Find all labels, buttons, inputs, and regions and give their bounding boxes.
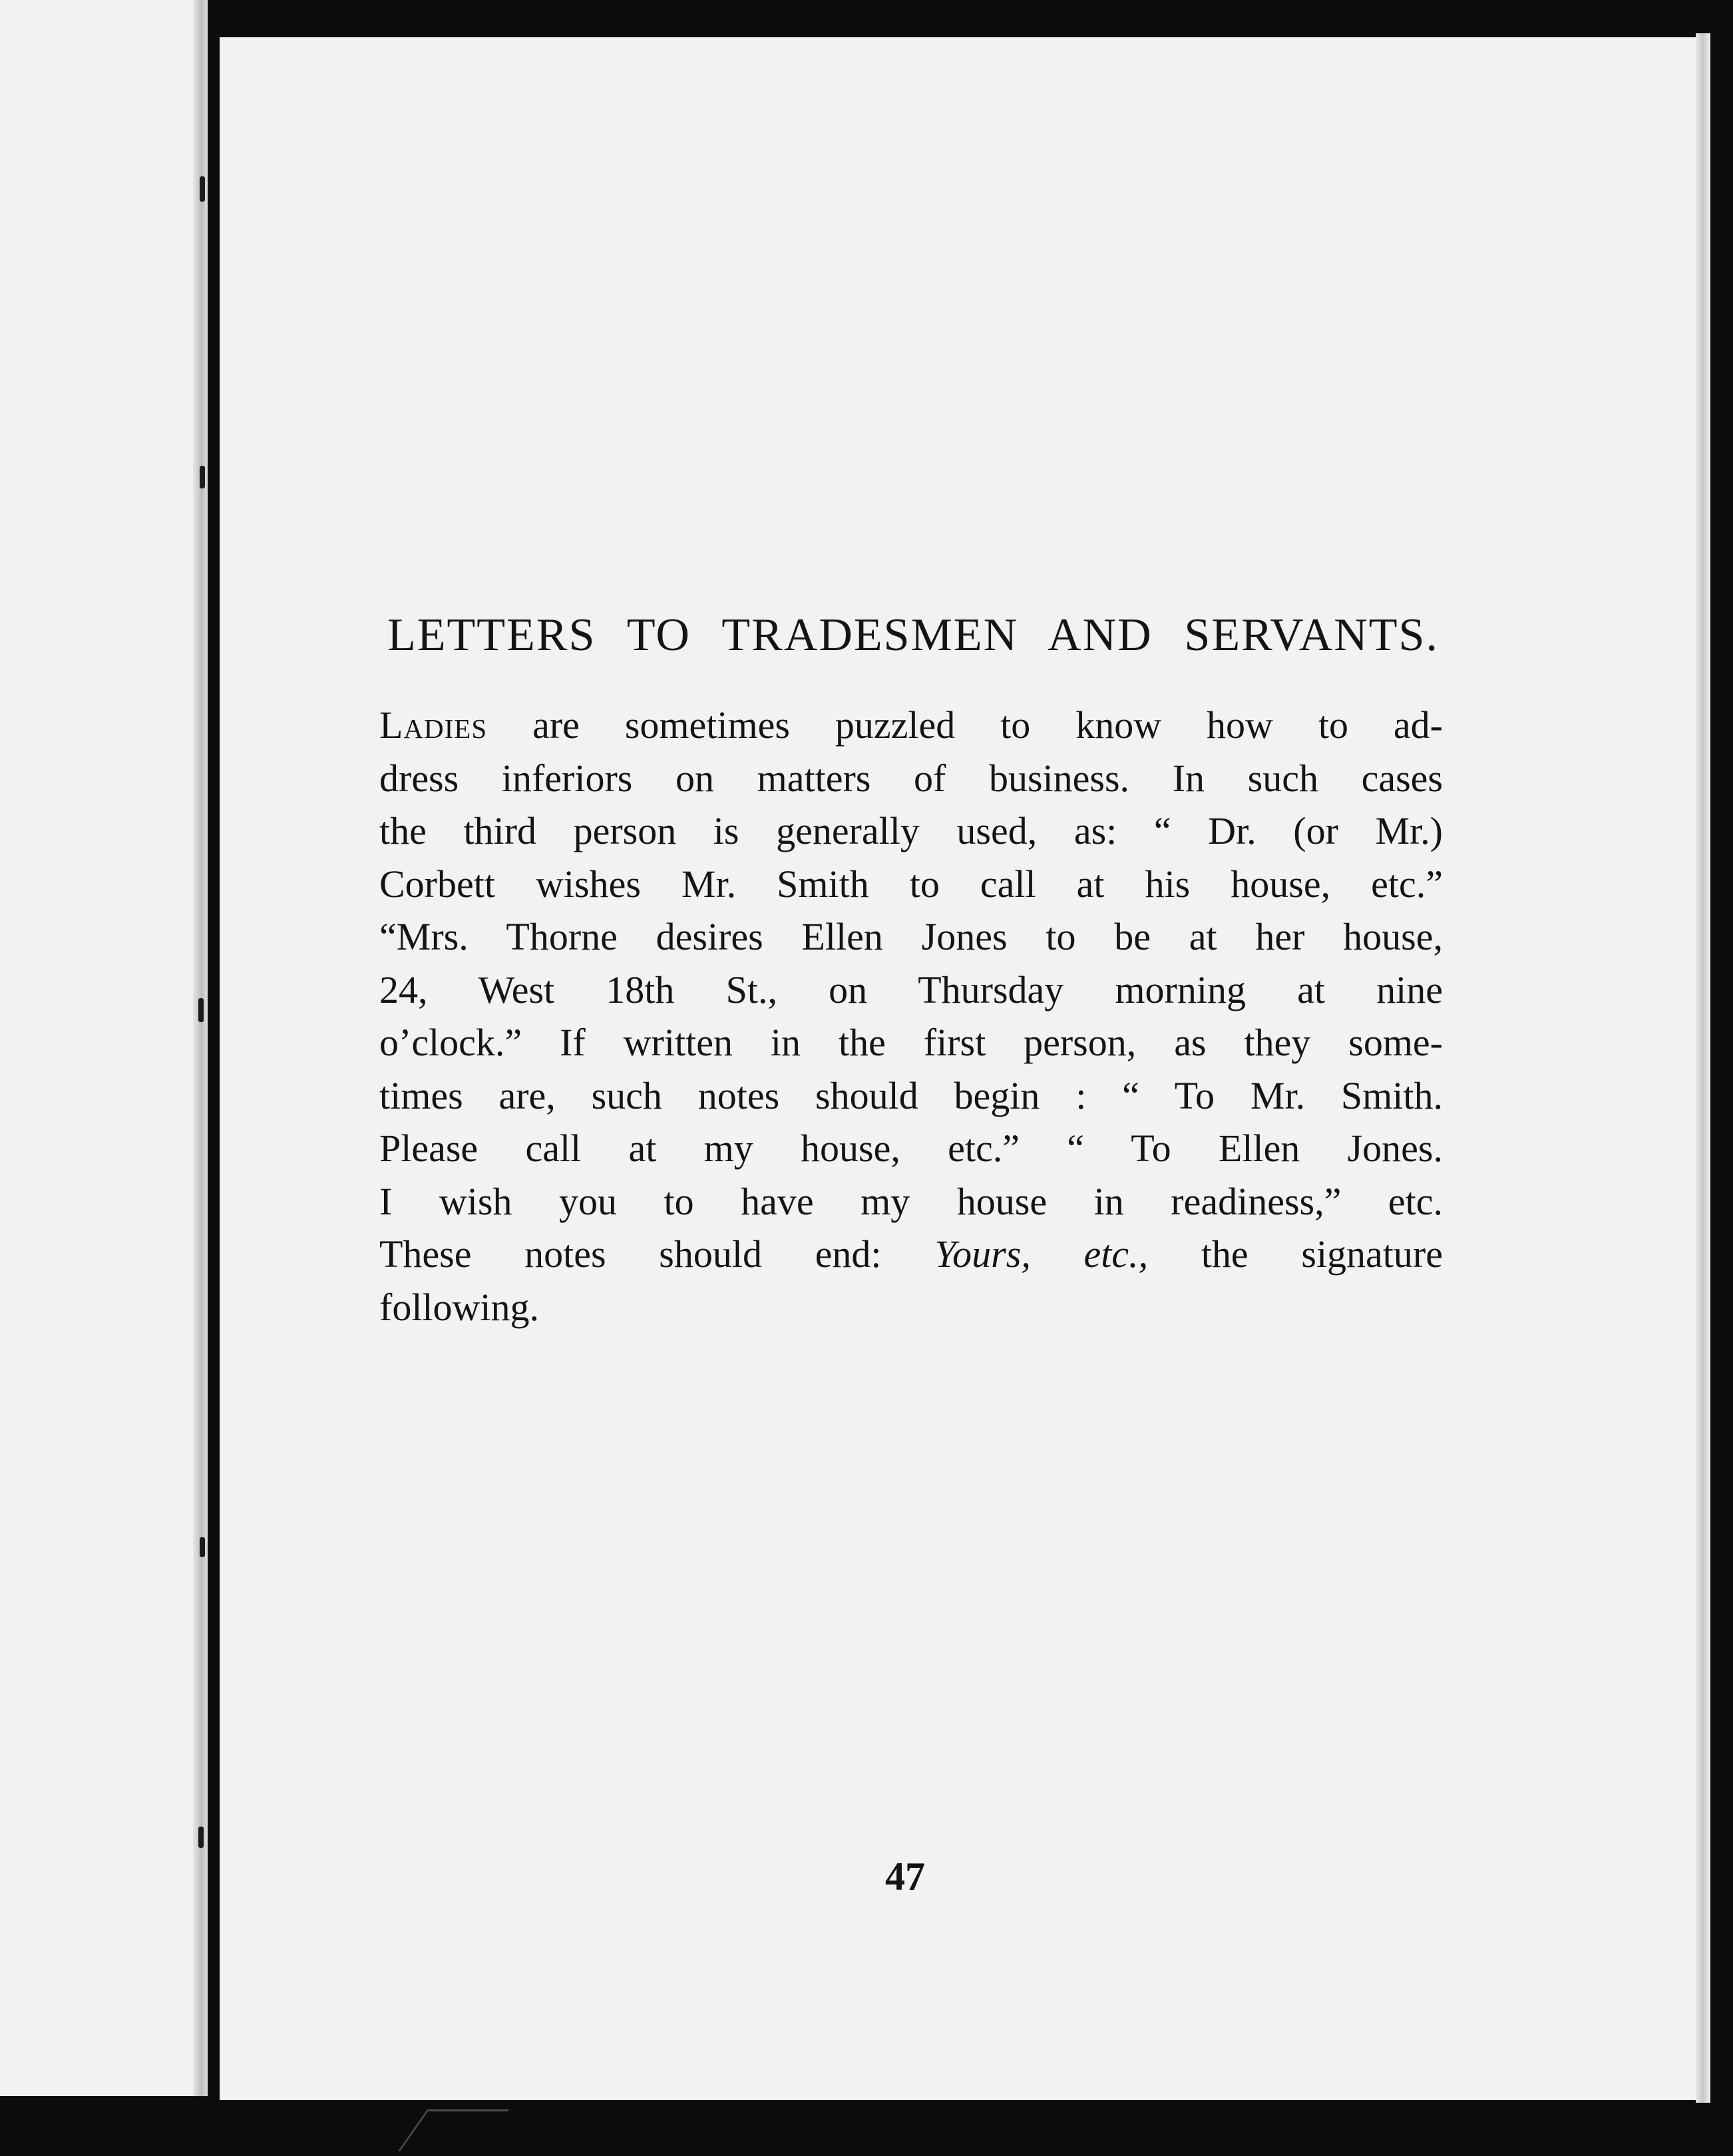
chapter-heading: LETTERS TO TRADESMEN AND SERVANTS. — [387, 610, 1439, 661]
page-edge — [1696, 33, 1710, 2103]
binding-mark — [198, 998, 204, 1022]
text-line — [379, 699, 1443, 752]
body-paragraph — [379, 699, 1443, 1334]
binding-mark — [198, 1827, 204, 1848]
lead-word: Ladies — [379, 703, 488, 747]
text-line: following. — [379, 1285, 540, 1329]
line-text: These notes should end: — [379, 1232, 935, 1276]
text-line: Corbett wishes Mr. Smith to call at his house, etc.” — [379, 862, 1443, 906]
binding-mark — [200, 176, 205, 202]
page-number: 47 — [885, 1855, 925, 1898]
text-line — [379, 1228, 1443, 1281]
book-gutter — [193, 0, 208, 2096]
text-line: dress inferiors on matters of business. In such cases — [379, 756, 1443, 800]
text-line: o’clock.” If written in the first person, as they some- — [379, 1021, 1443, 1064]
binding-mark — [200, 1537, 205, 1557]
text-line: “Mrs. Thorne desires Ellen Jones to be at her house, — [379, 915, 1443, 958]
binding-mark — [200, 466, 205, 488]
line-text: the signature — [1148, 1232, 1443, 1276]
text-line: 24, West 18th St., on Thursday morning at nine — [379, 968, 1443, 1011]
text-line: Please call at my house, etc.” “ To Ellen Jones. — [379, 1127, 1443, 1170]
text-line: I wish you to have my house in readiness,” etc. — [379, 1179, 1443, 1223]
italic-closing: Yours, etc., — [934, 1232, 1149, 1276]
text-line: times are, such notes should begin : “ To Mr. Smith. — [379, 1073, 1443, 1117]
text-line: the third person is generally used, as: “ Dr. (or Mr.) — [379, 809, 1443, 852]
left-page — [0, 0, 198, 2096]
line-text: are sometimes puzzled to know how to ad- — [487, 703, 1443, 747]
